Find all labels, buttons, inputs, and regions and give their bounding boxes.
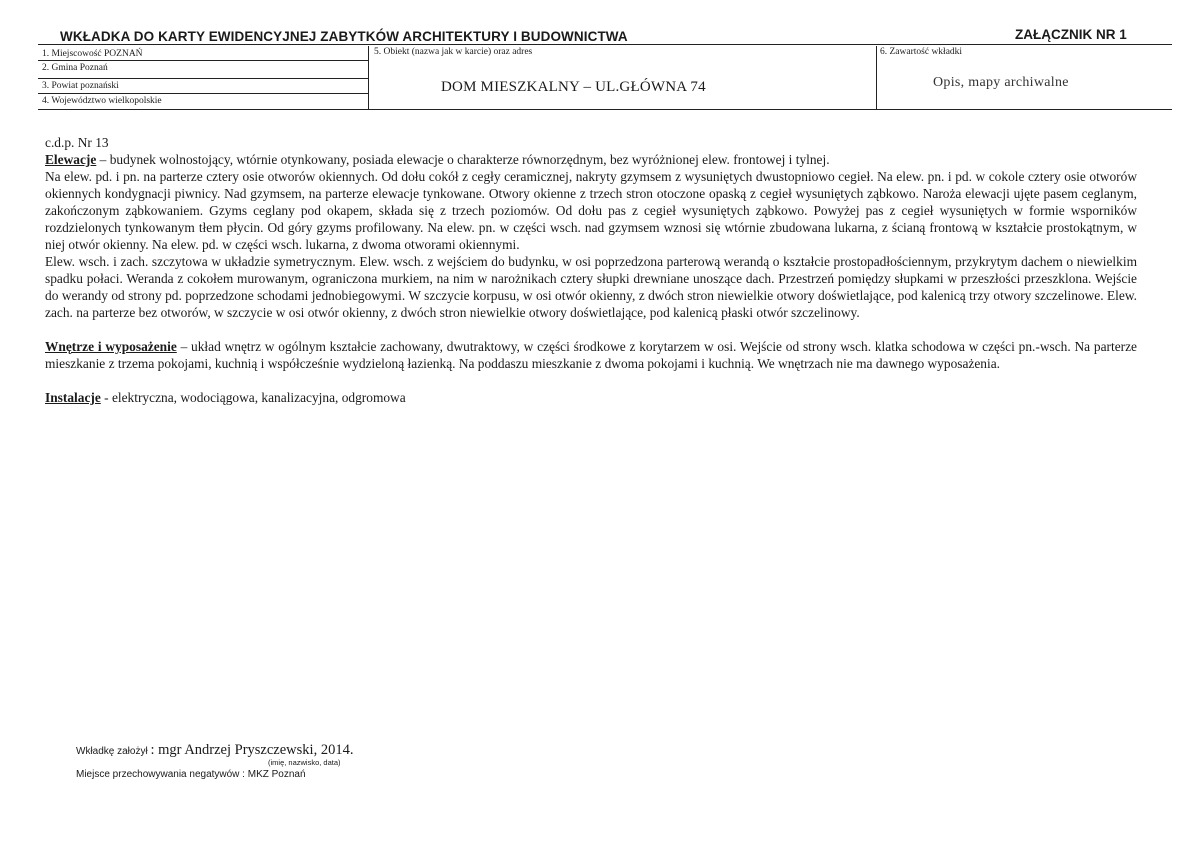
annex-number: ZAŁĄCZNIK NR 1 <box>1015 27 1127 42</box>
negatives-line <box>76 769 306 780</box>
commune-field: 2. Gmina Poznań <box>42 63 108 73</box>
contents-label: 6. Zawartość wkładki <box>880 47 963 57</box>
contents-value: Opis, mapy archiwalne <box>933 75 1069 90</box>
author-line <box>76 742 353 759</box>
negatives-label: Miejsce przechowywania negatywów : <box>76 769 245 780</box>
elevations-paragraph-2: Elew. wsch. i zach. szczytowa w układzie symetrycznym. Elew. wsch. z wejściem do budynku, w osi poprzedzona parterową werandą o kształcie prostopadłościennym, przykrytym dachem o niewielkim spadku połaci. Weranda z cokołem murowanym, ograniczona murkiem, na nim w narożnikach cztery słupki drewniane unoszące dach. Przestrzeń pomiędzy słupkami w przeszłości przeszklona. Wejście do werandy od strony pd. poprzedzone schodami jednobiegowymi. W szczycie korpusu, w osi otwór okienny, z dwóch stron niewielkie otwory doświetlające, pod kalenicą trzy otwory szczelinowe. Elew. zach. na parterze bez otworów, w szczycie w osi otwór okienny, z dwóch stron niewielkie otwory doświetlające, pod kalenicą płaski otwór szczelinowy. <box>45 254 1137 320</box>
metadata-table <box>38 46 1172 110</box>
location-column <box>38 46 368 109</box>
interior-heading: Wnętrze i wyposażenie <box>45 339 177 354</box>
description-body <box>45 134 1137 406</box>
interior-paragraph <box>45 338 1137 372</box>
elevations-heading: Elewacje <box>45 152 97 167</box>
contents-column <box>875 46 1172 109</box>
elevations-intro-paragraph <box>45 151 1137 168</box>
document-title: WKŁADKA DO KARTY EWIDENCYJNEJ ZABYTKÓW ARCHITEKTURY I BUDOWNICTWA <box>60 29 628 44</box>
interior-text: – układ wnętrz w ogólnym kształcie zachowany, dwutraktowy, w części środkowe z korytarzem w osi. Wejście od strony wsch. klatka schodowa w części pn.-wsch. Na parterze mieszkanie z trzema pokojami, kuchnią i współcześnie wydzieloną łazienką. Na poddaszu mieszkanie z dwoma pokojami i kuchnią. We wnętrzach nie ma dawnego wyposażenia. <box>45 339 1137 371</box>
county-field: 3. Powiat poznański <box>38 78 368 94</box>
author-hint: (imię, nazwisko, data) <box>268 758 341 767</box>
voivodeship-field: 4. Województwo wielkopolskie <box>42 96 162 106</box>
continuation-note: c.d.p. Nr 13 <box>45 135 109 150</box>
elevations-intro-text: – budynek wolnostojący, wtórnie otynkowany, posiada elewacje o charakterze równorzędnym, bez wyróżnionej elew. frontowej i tylnej. <box>96 152 830 167</box>
object-label: 5. Obiekt (nazwa jak w karcie) oraz adres <box>374 47 533 57</box>
installations-heading: Instalacje <box>45 390 101 405</box>
author-label: Wkładkę założył <box>76 746 148 757</box>
installations-text: - elektryczna, wodociągowa, kanalizacyjna, odgromowa <box>100 390 406 405</box>
locality-field: 1. Miejscowość POZNAŃ <box>38 48 368 61</box>
elevations-paragraph-1: Na elew. pd. i pn. na parterze cztery osie otworów okiennych. Od dołu cokół z cegły ceramicznej, nakryty gzymsem z wysuniętych dwustopniowo cegieł. Na elew. pn. i pd. w cokole cztery osie otworów okiennych kondygnacji piwnicy. Nad gzymsem, na parterze elewacje tynkowane. Otwory okienne z trzech stron otoczone opaską z cegieł wysuniętych ząbkowo. Naroża elewacji ujęte pasem ceglanym, zakończonym ząbkowaniem. Gzyms ceglany pod okapem, składa się z trzech poziomów. Od dołu pas z cegieł wysuniętych ząbkowo. Powyżej pas z cegieł wysuniętych w formie wsporników rozdzielonych tynkowanym tłem płycin. Od góry gzyms profilowany. Na elew. pn. w części wsch. nad gzymsem wznosi się wtórnie zbudowana lukarna, z ścianą frontową w kształcie prostokątnym, w niej otwór okienny. Na elew. pd. w części wsch. lukarna, z dwoma otworami okiennymi. <box>45 169 1137 252</box>
object-value: DOM MIESZKALNY – UL.GŁÓWNA 74 <box>441 79 706 95</box>
installations-paragraph <box>45 389 1137 406</box>
author-value: : mgr Andrzej Pryszczewski, 2014. <box>150 742 354 758</box>
object-column <box>368 46 877 109</box>
negatives-value: MKZ Poznań <box>247 769 306 780</box>
header-divider <box>38 44 1172 45</box>
